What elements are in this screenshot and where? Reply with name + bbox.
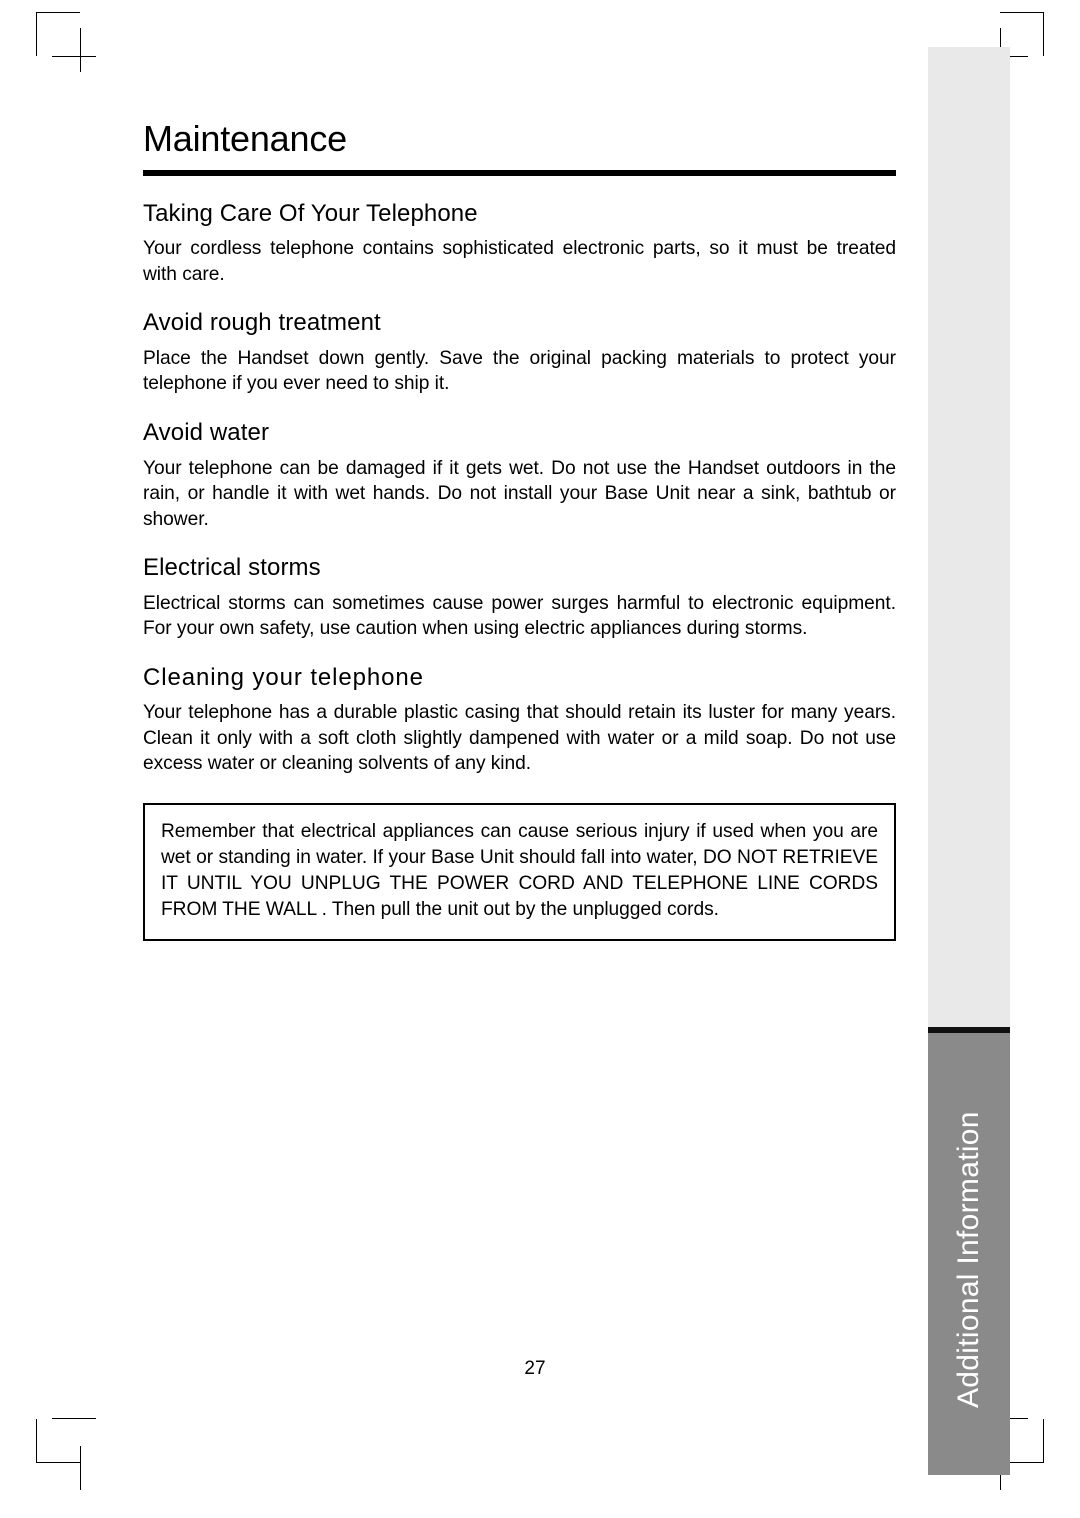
side-tab-label: Additional Information [952, 1111, 985, 1409]
section-heading-taking-care: Taking Care Of Your Telephone [143, 199, 478, 227]
section-body-cleaning-your-telephone: Your telephone has a durable plastic casing that should retain its luster for many years. Clean it only with a soft cloth slightly dampened with water or a mild soap. Do not use excess water or cleaning solvents of any kind. [143, 702, 896, 775]
page-number-value: 27 [524, 1358, 546, 1379]
page-title: Maintenance [143, 118, 347, 159]
section-body-avoid-rough-treatment: Place the Handset down gently. Save the original packing materials to protect your telephone if you ever need to ship it. [143, 347, 896, 395]
section-body-electrical-storms: Electrical storms can sometimes cause power surges harmful to electronic equipment. For your own safety, use caution when using electric appliances during storms. [143, 592, 896, 640]
title-divider [143, 170, 896, 176]
section-heading-avoid-rough-treatment: Avoid rough treatment [143, 309, 381, 337]
section-body-taking-care: Your cordless telephone contains sophisticated electronic parts, so it must be treated with care. [143, 238, 896, 285]
page-content [143, 120, 896, 941]
section-body-avoid-water: Your telephone can be damaged if it gets wet. Do not use the Handset outdoors in the rain, or handle it with wet hands. Do not install your Base Unit near a sink, bathtub or shower. [143, 457, 896, 530]
section-heading-electrical-storms: Electrical storms [143, 554, 321, 582]
section-heading-avoid-water: Avoid water [143, 418, 270, 446]
warning-box [143, 803, 896, 941]
warning-text: Remember that electrical appliances can cause serious injury if used when you are wet or standing in water. If your Base Unit should fall into water, DO NOT RETRIEVE IT UNTIL YOU UNPLUG THE POWER CORD AND TELEPHONE LINE CORDS FROM THE WALL . Then pull the unit out by the unplugged cords. [161, 820, 878, 920]
page-number [0, 1358, 1080, 1380]
section-heading-cleaning-your-telephone: Cleaning your telephone [143, 663, 424, 691]
